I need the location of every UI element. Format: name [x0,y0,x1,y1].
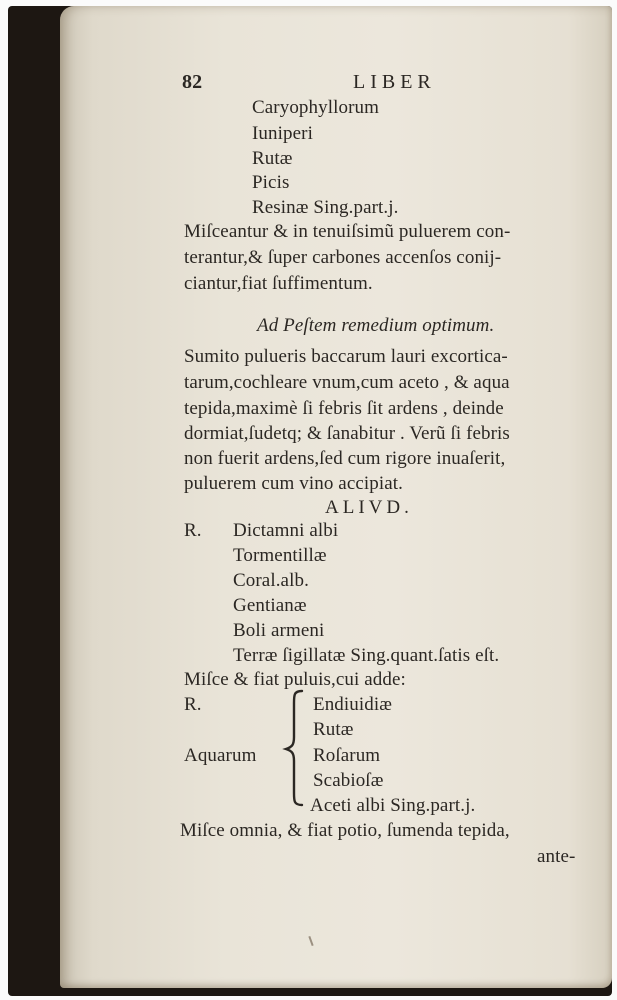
running-head: LIBER [353,71,436,93]
paragraph-line: puluerem cum vino accipiat. [184,473,404,494]
recipe-symbol: R. [184,520,202,541]
paragraph-line: tepida,maximè ſi febris ſit ardens , deinde [184,398,504,419]
group-label: Aquarum [184,745,257,766]
recipe-item: Scabioſæ [313,770,384,791]
curly-brace-icon [282,689,306,807]
subheading: ALIVD. [325,497,413,518]
recipe-item: Aceti albi Sing.part.j. [310,795,476,816]
instruction-line: Miſce & fiat puluis,cui adde: [184,669,406,690]
recipe-item: Endiuidiæ [313,694,393,715]
list-item: Rutæ [252,148,293,169]
recipe-item: Rutæ [313,719,354,740]
recipe-symbol: R. [184,694,202,715]
recipe-item: Gentianæ [233,595,307,616]
paragraph-line: Miſceantur & in tenuiſsimũ puluerem con- [184,221,511,242]
list-item: Picis [252,172,290,193]
recipe-item: Dictamni albi [233,520,339,541]
list-item: Caryophyllorum [252,97,379,118]
paragraph-line: non fuerit ardens,ſed cum rigore inuaſerit, [184,448,506,469]
list-item: Iuniperi [252,123,313,144]
recipe-item: Boli armeni [233,620,325,641]
section-heading: Ad Peſtem remedium optimum. [257,315,495,336]
recipe-item: Roſarum [313,745,381,766]
book-page [60,6,612,988]
paragraph-line: Sumito pulueris baccarum lauri excortica- [184,346,508,367]
paragraph-line: ciantur,fiat ſuffimentum. [184,273,373,294]
closing-line: Miſce omnia, & fiat potio, ſumenda tepida, [180,820,510,841]
paragraph-line: terantur,& ſuper carbones accenſos conij- [184,247,502,268]
list-item: Resinæ Sing.part.j. [252,197,399,218]
paragraph-line: dormiat,ſudetq; & ſanabitur . Verũ ſi febris [184,423,510,444]
paragraph-line: tarum,cochleare vnum,cum aceto , & aqua [184,372,510,393]
recipe-item: Terræ ſigillatæ Sing.quant.ſatis eſt. [233,645,500,666]
catchword: ante- [537,846,576,867]
ink-mark [308,936,313,946]
page-number: 82 [182,71,203,93]
recipe-item: Tormentillæ [233,545,327,566]
recipe-item: Coral.alb. [233,570,309,591]
